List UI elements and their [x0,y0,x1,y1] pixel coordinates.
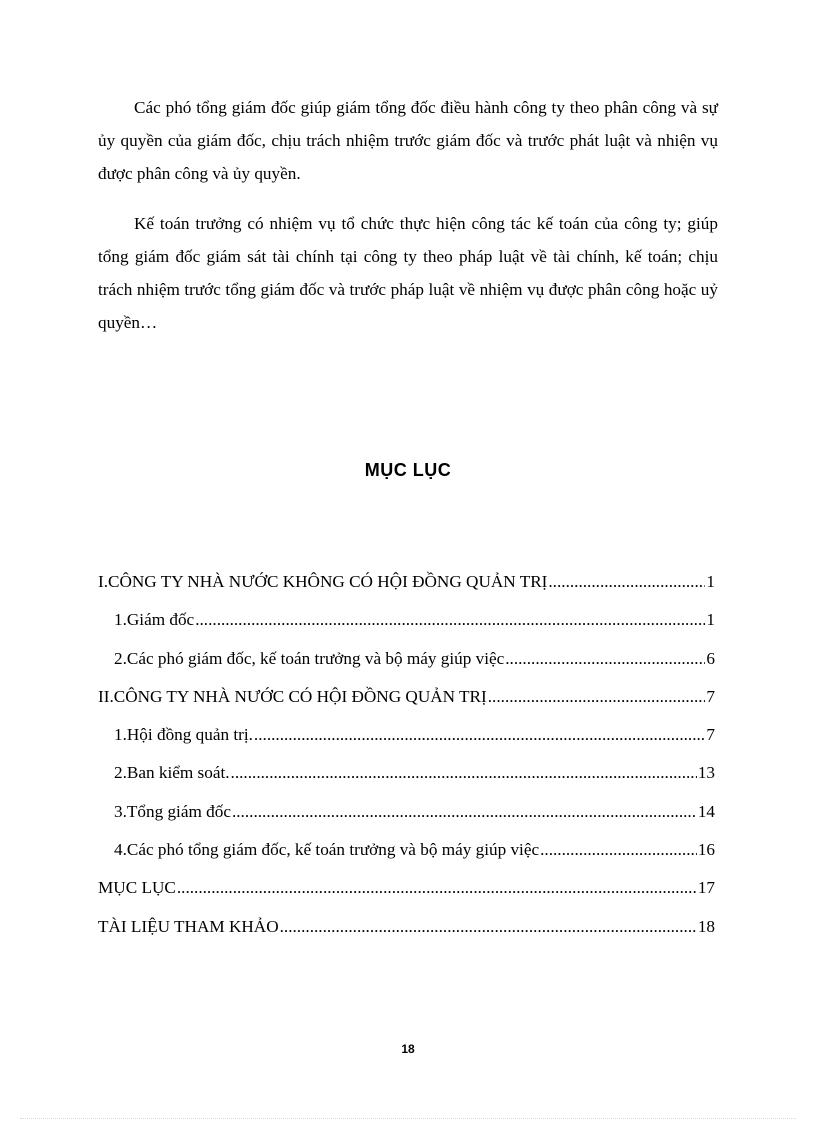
toc-entry-label: 3.Tổng giám đốc [114,801,231,821]
toc-entry[interactable] [98,718,715,756]
toc-entry-page: 7 [706,725,715,745]
toc-leader-dots [195,603,705,637]
toc-entry[interactable] [98,871,715,909]
toc-entry[interactable] [98,680,715,718]
toc-leader-dots [548,565,705,599]
page-number: 18 [401,1042,415,1056]
toc-entry-label: 1.Giám đốc [114,610,195,630]
toc-entry-label: MỤC LỤC [98,878,176,898]
toc-title: MỤC LỤC [364,460,452,480]
toc-entry-label: II.CÔNG TY NHÀ NƯỚC CÓ HỘI ĐỒNG QUẢN TRỊ [98,686,487,706]
toc-leader-dots [177,871,697,905]
toc-entry[interactable] [98,833,715,871]
toc-leader-dots [254,718,705,752]
toc-leader-dots [505,642,705,676]
toc-entry-page: 18 [697,916,715,936]
toc-entry-label: 1.Hội đồng quản trị. [114,725,253,745]
toc-entry-page: 1 [706,610,715,630]
toc-entry-page: 7 [706,686,715,706]
toc-entry-label: 2.Các phó giám đốc, kế toán trưởng và bộ máy giúp việc [114,648,505,668]
toc-entry[interactable] [98,910,715,948]
page-bottom-divider [20,1118,796,1119]
toc-entry-page: 16 [697,840,715,860]
toc-entry[interactable] [98,642,715,680]
toc-entry-page: 6 [706,648,715,668]
toc-entry-page: 17 [697,878,715,898]
toc-entry-page: 14 [697,801,715,821]
toc-entry-label: 4.Các phó tổng giám đốc, kế toán trưởng và bộ máy giúp việc [114,840,540,860]
toc-leader-dots [280,910,697,944]
toc-entry[interactable] [98,603,715,641]
table-of-contents [98,565,715,948]
toc-entry-label: TÀI LIỆU THAM KHẢO [98,916,279,936]
body-paragraph-1 [98,91,718,190]
toc-entry-page: 13 [697,763,715,783]
toc-leader-dots [231,756,697,790]
body-paragraph-2 [98,207,718,339]
toc-entry[interactable] [98,795,715,833]
toc-entry-label: I.CÔNG TY NHÀ NƯỚC KHÔNG CÓ HỘI ĐỒNG QUẢN TRỊ [98,572,548,591]
toc-leader-dots [488,680,706,714]
toc-entry[interactable] [98,565,715,603]
toc-entry-page: 1 [706,572,715,591]
toc-leader-dots [232,795,697,829]
paragraph-text: Kế toán trưởng có nhiệm vụ tổ chức thực hiện công tác kế toán của công ty; giúp tổng giám đốc giám sát tài chính tại công ty theo pháp luật về tài chính, kế toán; chịu trách nhiệm trước tổng giám đốc và trước pháp luật về nhiệm vụ được phân công hoặc uỷ quyền… [98,214,718,332]
toc-leader-dots [540,833,697,867]
paragraph-text: Các phó tổng giám đốc giúp giám tổng đốc điều hành công ty theo phân công và sự ủy quyền của giám đốc, chịu trách nhiệm trước giám đốc và trước phát luật và nhiện vụ được phân công và ủy quyền. [98,98,718,183]
toc-entry[interactable] [98,756,715,794]
toc-entry-label: 2.Ban kiểm soát. [114,763,230,783]
